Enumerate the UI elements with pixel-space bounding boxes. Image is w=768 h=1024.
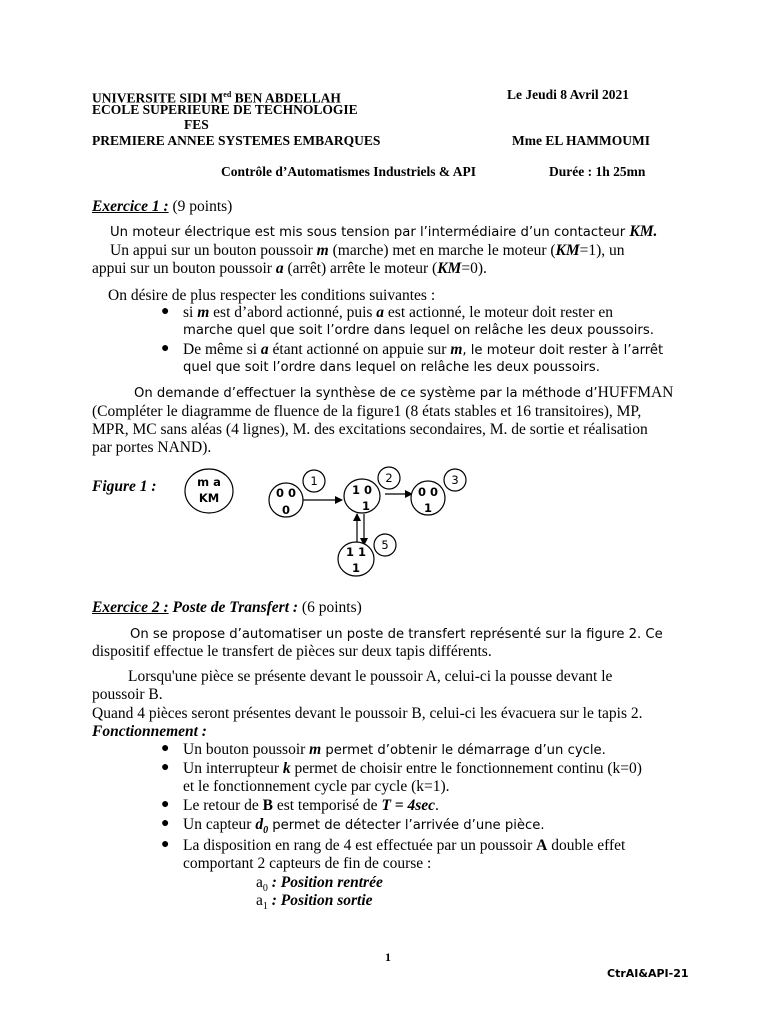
figure1-label: Figure 1 : bbox=[92, 478, 157, 495]
operation-item-2-line1: Un interrupteur k permet de choisir entre le fonctionnement continu (k=0) bbox=[183, 760, 642, 777]
exercise1-condition-2-line2: quel que soit l’ordre dans lequel on relâche les deux poussoirs. bbox=[183, 360, 600, 375]
exercise1-request-line3: MPR, MC sans aléas (4 lignes), M. des excitations secondaires, M. de sortie et réalisation bbox=[92, 421, 648, 438]
exercise2-paragraph-2-line2: poussoir B. bbox=[92, 686, 163, 703]
sensor-a1: $a_1$ : Position sortie bbox=[256, 892, 373, 913]
state-output: 1 bbox=[361, 499, 371, 513]
legend-top-text: m a bbox=[197, 475, 221, 489]
exercise1-heading: Exercice 1 : (9 points) bbox=[92, 198, 233, 215]
exercise1-request-line4: par portes NAND). bbox=[92, 439, 212, 456]
bullet-icon: ● bbox=[161, 797, 170, 812]
state-code: 0 0 bbox=[275, 486, 297, 500]
state-number: 3 bbox=[451, 473, 459, 487]
exam-title: Contrôle d’Automatismes Industriels & API bbox=[221, 164, 476, 179]
school-name: ECOLE SUPERIEURE DE TECHNOLOGIE bbox=[92, 102, 358, 117]
exercise2-paragraph-2-line1: Lorsqu'une pièce se présente devant le poussoir A, celui-ci la pousse devant le bbox=[128, 668, 613, 685]
bullet-icon: ● bbox=[161, 816, 170, 831]
state-code: 0 0 bbox=[417, 485, 439, 499]
teacher-name: Mme EL HAMMOUMI bbox=[512, 133, 650, 148]
exercise1-condition-2-line1: De même si a étant actionné on appuie sur m, le moteur doit rester à l’arrêt bbox=[183, 341, 664, 358]
university-name: UNIVERSITE SIDI $M^{ed}$ BEN ABDELLAH bbox=[92, 90, 341, 106]
exercise2-heading: Exercice 2 : Poste de Transfert : (6 points) bbox=[92, 599, 362, 616]
exercise1-request-line2: (Compléter le diagramme de fluence de la figure1 (8 états stables et 16 transitoires), MP, bbox=[92, 403, 642, 420]
exam-date: Le Jeudi 8 Avril 2021 bbox=[507, 87, 630, 102]
state-output: 1 bbox=[423, 501, 433, 515]
city: FES bbox=[184, 117, 209, 132]
exercise2-paragraph-1-line1: On se propose d’automatiser un poste de transfert représenté sur la figure 2. Ce bbox=[130, 627, 663, 642]
legend-bottom-text: KM bbox=[198, 491, 220, 505]
state-output: 1 bbox=[351, 561, 361, 575]
operation-item-5-line2: comportant 2 capteurs de fin de course : bbox=[183, 855, 432, 872]
bullet-icon: ● bbox=[161, 741, 170, 756]
exercise1-paragraph-2-line2: appui sur un bouton poussoir a (arrêt) arrête le moteur (KM=0). bbox=[92, 260, 487, 277]
exercise2-paragraph-3: Quand 4 pièces seront présentes devant le poussoir B, celui-ci les évacuera sur le tapis 2. bbox=[92, 705, 643, 722]
exercise2-paragraph-1-line2: dispositif effectue le transfert de pièces sur deux tapis différents. bbox=[92, 643, 492, 660]
exam-duration: Durée : 1h 25mn bbox=[549, 164, 646, 179]
program-name: PREMIERE ANNEE SYSTEMES EMBARQUES bbox=[92, 133, 381, 148]
document-code: CtrAI&API-21 bbox=[607, 967, 689, 980]
bullet-icon: ● bbox=[161, 341, 170, 356]
operation-item-4: Un capteur $d_0$ permet de détecter l’arrivée d’une pièce. bbox=[183, 816, 545, 837]
bullet-icon: ● bbox=[161, 760, 170, 775]
exercise1-paragraph-2-line1: Un appui sur un bouton poussoir m (marche) met en marche le moteur (KM=1), un bbox=[110, 242, 625, 259]
state-output: 0 bbox=[281, 503, 291, 517]
page-number: 1 bbox=[385, 950, 391, 964]
exercise1-condition-1-line2: marche quel que soit l’ordre dans lequel on relâche les deux poussoirs. bbox=[183, 323, 654, 338]
operation-item-2-line2: et le fonctionnement cycle par cycle (k=1). bbox=[183, 778, 450, 795]
sensor-a0: $a_0$ : Position rentrée bbox=[256, 874, 383, 895]
state-number: 2 bbox=[385, 471, 393, 485]
operation-item-1: Un bouton poussoir m permet d’obtenir le démarrage d’un cycle. bbox=[183, 741, 606, 758]
operation-item-5-line1: La disposition en rang de 4 est effectuée par un poussoir A double effet bbox=[183, 837, 626, 854]
state-code: 1 0 bbox=[351, 483, 373, 497]
state-number: 1 bbox=[310, 474, 318, 488]
exercise1-request-line1: On demande d’effectuer la synthèse de ce système par la méthode d’HUFFMAN bbox=[134, 384, 674, 401]
state-code: 1 1 bbox=[345, 545, 367, 559]
exercise1-conditions-intro: On désire de plus respecter les conditions suivantes : bbox=[108, 287, 436, 304]
operation-item-3: Le retour de B est temporisé de T = 4sec. bbox=[183, 797, 439, 814]
bullet-icon: ● bbox=[161, 304, 170, 319]
fonctionnement-heading: Fonctionnement : bbox=[92, 723, 207, 740]
state-number: 5 bbox=[381, 538, 389, 552]
bullet-icon: ● bbox=[161, 837, 170, 852]
exercise1-condition-1-line1: si m est d’abord actionné, puis a est actionné, le moteur doit rester en bbox=[183, 304, 614, 321]
exercise1-paragraph-1: Un moteur électrique est mis sous tension par l’intermédiaire d’un contacteur KM. bbox=[110, 223, 658, 240]
